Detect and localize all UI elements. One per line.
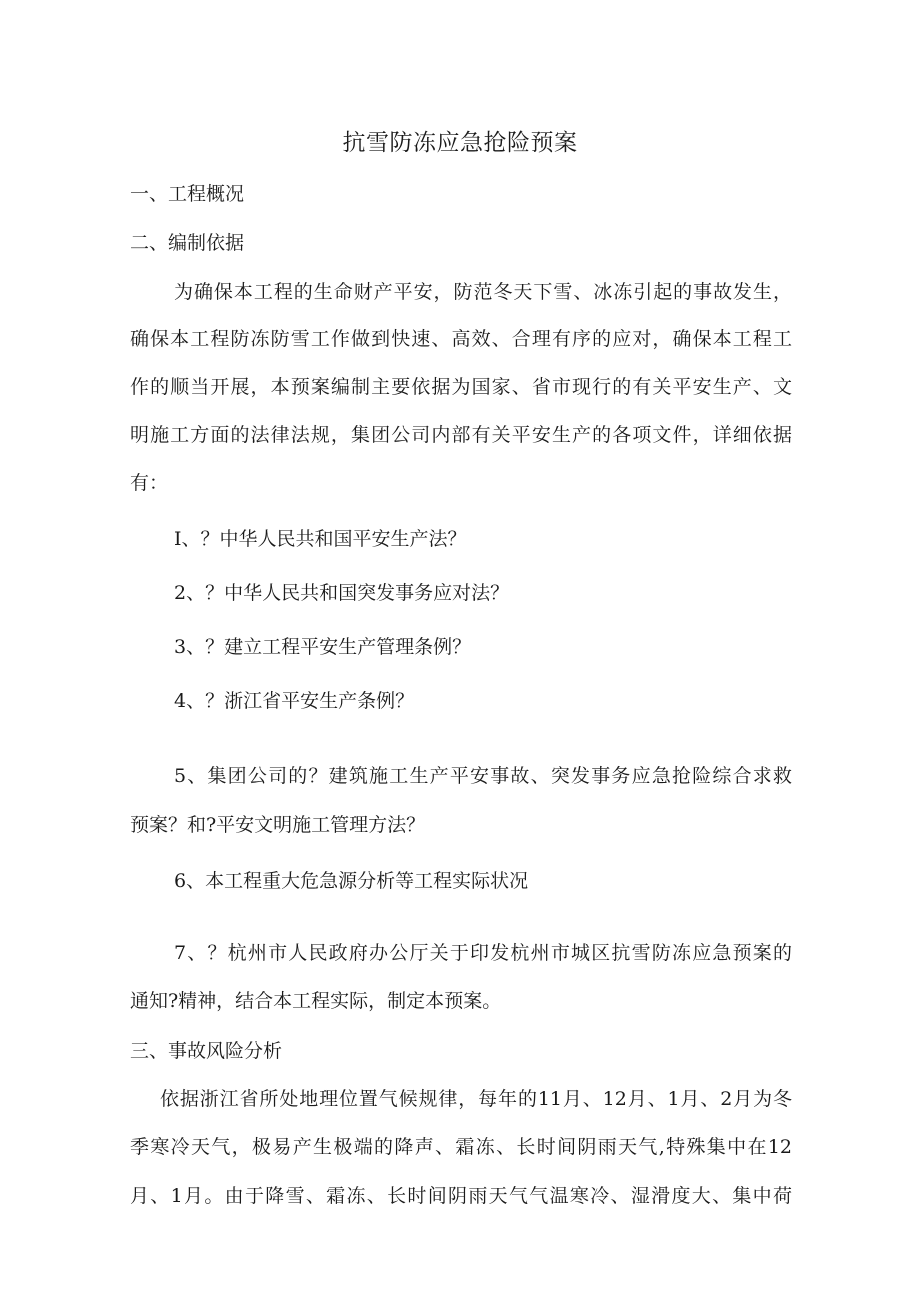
heading-risk-analysis: 三、事故风险分析	[130, 1040, 283, 1062]
basis-paragraph-line-2: 确保本工程防冻防雪工作做到快速、高效、合理有序的应对，确保本工程工	[130, 328, 792, 350]
basis-paragraph-line-1: 为确保本工程的生命财产平安，防范冬天下雪、冰冻引起的事故发生，	[174, 281, 792, 303]
basis-item-1: I、？中华人民共和国平安生产法？	[174, 528, 467, 550]
heading-project-overview: 一、工程概况	[130, 183, 245, 205]
basis-item-5-line-2: 预案？和?平安文明施工管理方法？	[130, 814, 426, 836]
risk-paragraph-line-2: 季寒冷天气，极易产生极端的降声、霜冻、长时间阴雨天气,特殊集中在12	[130, 1136, 792, 1158]
basis-item-6: 6、本工程重大危急源分析等工程实际状况	[174, 870, 529, 892]
basis-item-2: 2、？中华人民共和国突发事务应对法？	[174, 582, 510, 604]
basis-paragraph-line-4: 明施工方面的法律法规，集团公司内部有关平安生产的各项文件，详细依据	[130, 424, 792, 446]
heading-compilation-basis: 二、编制依据	[130, 232, 245, 254]
basis-item-4: 4、？浙江省平安生产条例？	[174, 690, 415, 712]
basis-item-7-line-1: 7、？杭州市人民政府办公厅关于印发杭州市城区抗雪防冻应急预案的	[174, 942, 792, 964]
basis-paragraph-line-3: 作的顺当开展，本预案编制主要依据为国家、省市现行的有关平安生产、文	[130, 376, 792, 398]
risk-paragraph-line-3: 月、1月。由于降雪、霜冻、长时间阴雨天气气温寒冷、湿滑度大、集中荷	[130, 1185, 792, 1207]
basis-item-5-line-1: 5、集团公司的？建筑施工生产平安事故、突发事务应急抢险综合求救	[174, 765, 792, 787]
basis-item-7-line-2: 通知?精神，结合本工程实际，制定本预案。	[130, 990, 502, 1012]
basis-item-3: 3、？建立工程平安生产管理条例？	[174, 636, 472, 658]
document-title: 抗雪防冻应急抢险预案	[342, 130, 578, 156]
risk-paragraph-line-1: 依据浙江省所处地理位置气候规律，每年的11月、12月、1月、2月为冬	[160, 1088, 792, 1110]
basis-paragraph-line-5: 有：	[130, 472, 169, 494]
